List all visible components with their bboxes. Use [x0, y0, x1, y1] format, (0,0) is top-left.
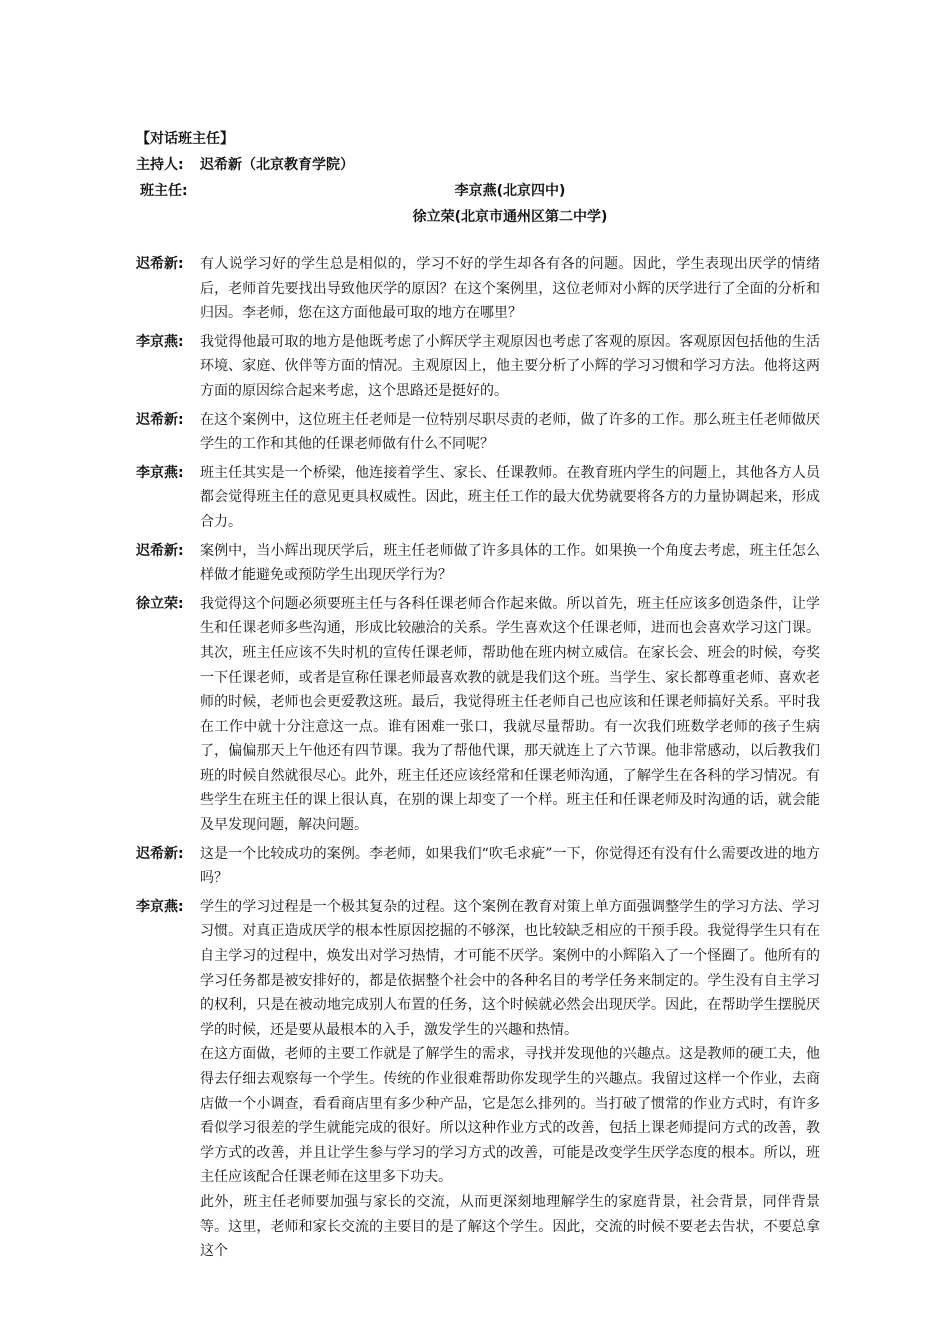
- paragraph: 我觉得这个问题必须要班主任与各科任课老师合作起来做。所以首先，班主任应该多创造条件，让学生和任课老师多些沟通，形成比较融洽的关系。学生喜欢这个任课老师，进而也会喜欢学习这门课。其次，班主任应该不失时机的宣传任课老师，帮助他在班内树立威信。在家长会、班会的时候，夸奖一下任课老师，或者是宣称任课老师最喜欢教的就是我们这个班。当学生、家长都尊重老师、喜欢老师的时候，老师也会更爱教这班。最后，我觉得班主任老师自己也应该和任课老师搞好关系。平时我在工作中就十分注意这一点。谁有困难一张口，我就尽量帮助。有一次我们班数学老师的孩子生病了，偏偏那天上午他还有四节课。我为了帮他代课，那天就连上了六节课。他非常感动，以后教我们班的时候自然就很尽心。此外，班主任还应该经常和任课老师沟通，了解学生在各科的学习情况。有些学生在班主任的课上很认真，在别的课上却变了一个样。班主任和任课老师及时沟通的话，就会能及早发现问题，解决问题。: [200, 595, 820, 834]
- speaker-label: 迟希新:: [136, 542, 184, 559]
- speaker-label: 徐立荣:: [136, 595, 184, 612]
- speaker-label: 迟希新:: [136, 256, 184, 272]
- host-line: [136, 154, 354, 174]
- turn-content: [200, 842, 820, 891]
- turn-content: [200, 461, 820, 535]
- dialogue-turn: [136, 330, 820, 404]
- paragraph: 学生的学习过程是一个极其复杂的过程。这个案例在教育对策上单方面强调整学生的学习方法、学习习惯。对真正造成厌学的根本性原因挖掘的不够深，也比较缺乏相应的干预手段。我觉得学生只有在自主学习的过程中，焕发出对学习热情，才可能不厌学。案例中的小辉陷入了一个怪圈了。他所有的学习任务都是被安排好的，都是依据整个社会中的各种名目的考学任务来制定的。学生没有自主学习的权利，只是在被动地完成别人布置的任务，这个时候就必然会出现厌学。因此，在帮助学生摆脱厌学的时候，还是要从最根本的入手，激发学生的兴趣和热情。: [200, 898, 820, 1038]
- dialogue-turn: [136, 252, 820, 326]
- speaker-label: 李京燕:: [136, 898, 184, 915]
- turn-content: [200, 539, 820, 588]
- section-title: 【对话班主任】: [136, 131, 234, 147]
- host-value: 迟希新（北京教育学院）: [200, 157, 354, 173]
- paragraph: 在这个案例中，这位班主任老师是一位特别尽职尽责的老师，做了许多的工作。那么班主任老师做厌学生的工作和其他的任课老师做有什么不同呢？: [200, 411, 820, 453]
- dialogue-turn: [136, 895, 820, 1264]
- turn-content: [200, 408, 820, 457]
- dialogue-turn: [136, 408, 820, 457]
- turn-content: [200, 330, 820, 404]
- paragraph: 我觉得他最可取的地方是他既考虑了小辉厌学主观原因也考虑了客观的原因。客观原因包括他的生活环境、家庭、伙伴等方面的情况。主观原因上，他主要分析了小辉的学习习惯和学习方法。他将这两方面的原因综合起来考虑，这个思路还是挺好的。: [200, 333, 820, 399]
- speaker-label: 李京燕:: [136, 333, 184, 350]
- host-label: 主持人:: [136, 157, 184, 173]
- paragraph: 班主任其实是一个桥梁，他连接着学生、家长、任课教师。在教育班内学生的问题上，其他各方人员都会觉得班主任的意见更具权威性。因此，班主任工作的最大优势就要将各方的力量协调起来，形成合力。: [200, 464, 820, 530]
- turn-content: [200, 592, 820, 838]
- dialogue: [136, 252, 820, 1268]
- speaker-label: 迟希新:: [136, 411, 184, 428]
- dialogue-turn: [136, 539, 820, 588]
- dialogue-turn: [136, 842, 820, 891]
- teacher-name-1: 李京燕(北京四中): [454, 183, 566, 199]
- teacher-name-2: 徐立荣(北京市通州区第二中学): [412, 209, 608, 225]
- dialogue-turn: [136, 592, 820, 838]
- turn-content: [200, 895, 820, 1264]
- paragraph: 这是一个比较成功的案例。李老师，如果我们“吹毛求疵”一下，你觉得还有没有什么需要改进的地方吗？: [200, 845, 820, 887]
- teacher-label: 班主任:: [140, 183, 188, 199]
- paragraph: 案例中，当小辉出现厌学后，班主任老师做了许多具体的工作。如果换一个角度去考虑，班主任怎么样做才能避免或预防学生出现厌学行为？: [200, 542, 820, 584]
- speaker-label: 迟希新:: [136, 845, 184, 862]
- paragraph: 有人说学习好的学生总是相似的，学习不好的学生却各有各的问题。因此，学生表现出厌学的情绪后，老师首先要找出导致他厌学的原因？在这个案例里，这位老师对小辉的厌学进行了全面的分析和归因。李老师，您在这方面他最可取的地方在哪里？: [200, 256, 820, 322]
- paragraph: 此外，班主任老师要加强与家长的交流，从而更深刻地理解学生的家庭背景，社会背景，同伴背景等。这里，老师和家长交流的主要目的是了解这个学生。因此，交流的时候不要老去告状，不要总拿这个: [200, 1193, 820, 1260]
- dialogue-turn: [136, 461, 820, 535]
- paragraph: 在这方面做，老师的主要工作就是了解学生的需求，寻找并发现他的兴趣点。这是教师的硬工夫，他得去仔细去观察每一个学生。传统的作业很难帮助你发现学生的兴趣点。我留过这样一个作业，去商店做一个小调查，看看商店里有多少种产品，它是怎么排列的。当打破了惯常的作业方式时，有许多看似学习很差的学生就能完成的很好。所以这种作业方式的改善，包括上课老师提问方式的改善，教学方式的改善，并且让学生参与学习的学习方式的改善，可能是改变学生厌学态度的根本。所以，班主任应该配合任课老师在这里多下功夫。: [200, 1046, 820, 1186]
- speaker-label: 李京燕:: [136, 464, 184, 481]
- turn-content: [200, 252, 820, 326]
